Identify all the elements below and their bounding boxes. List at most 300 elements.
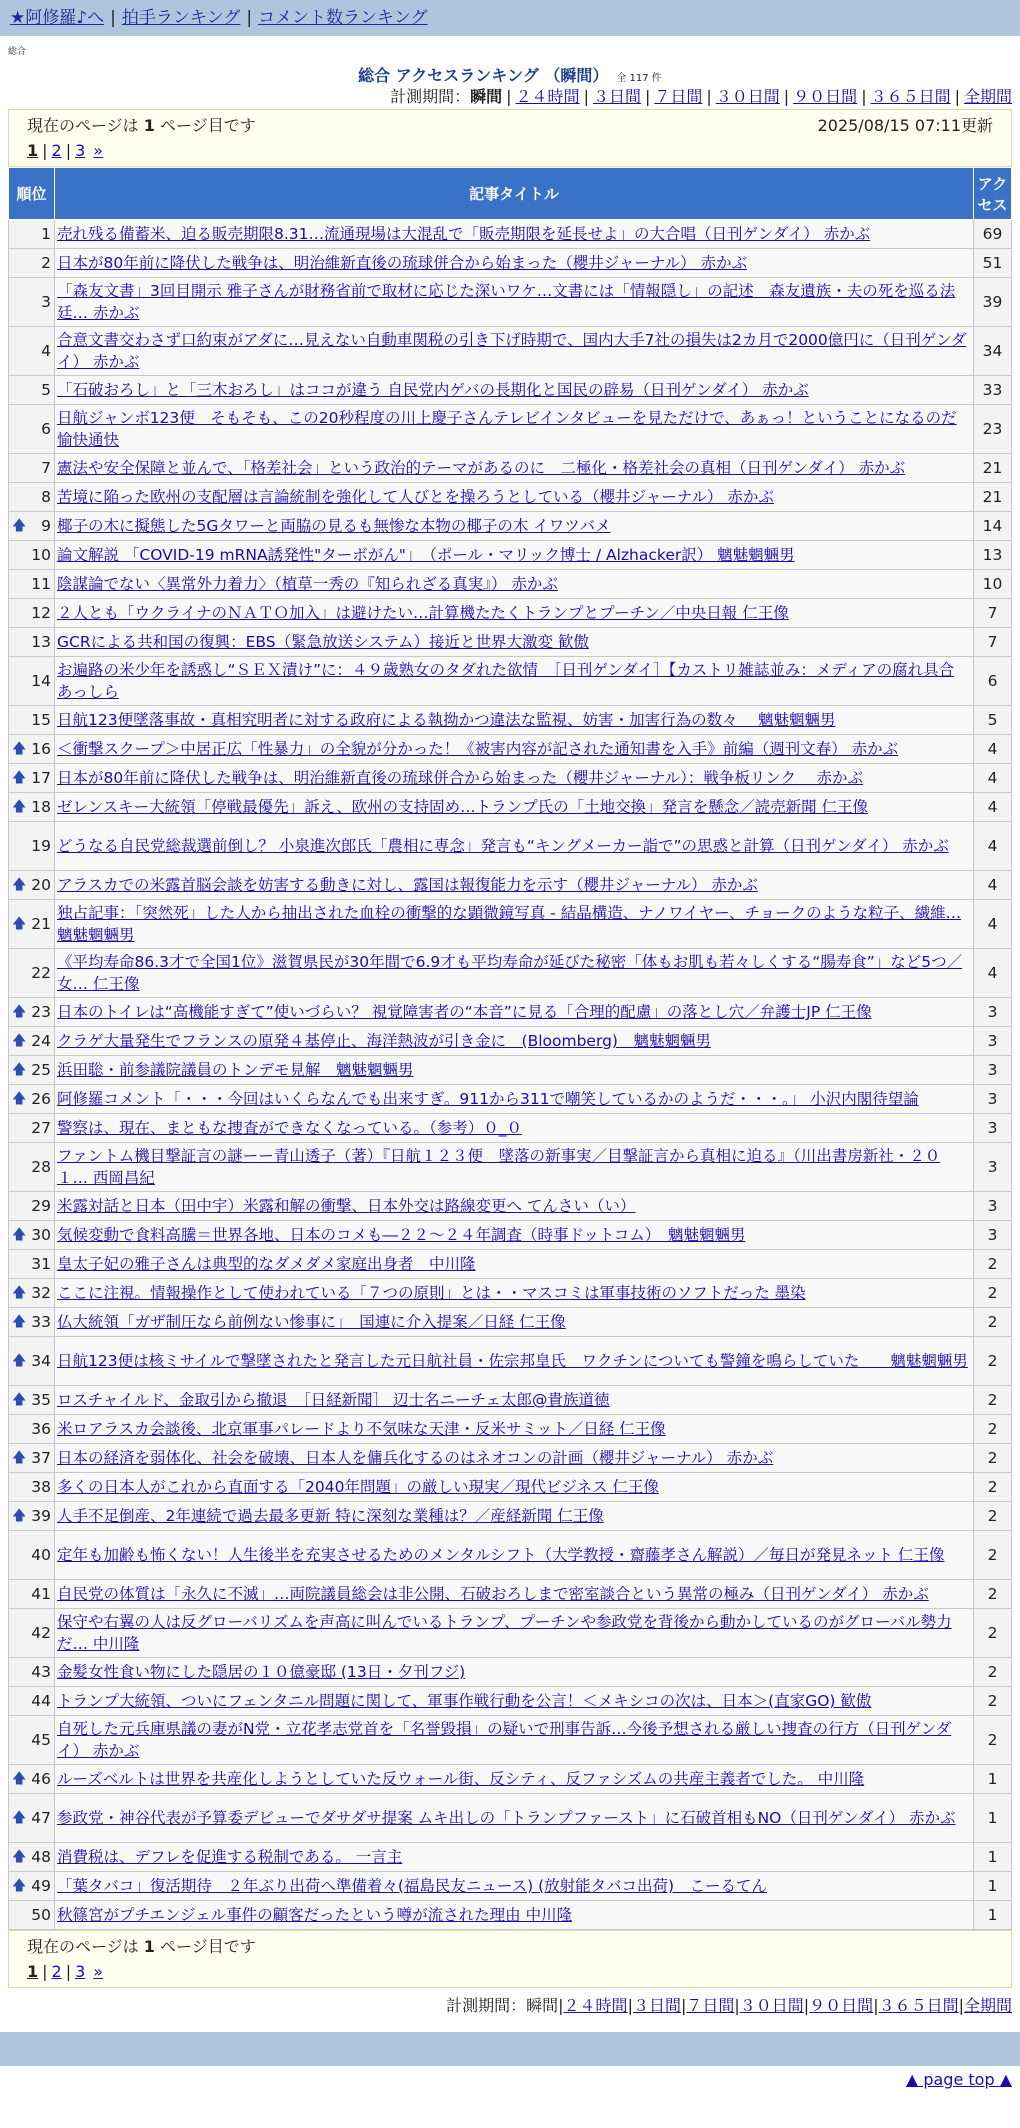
access-count: 2	[974, 1279, 1012, 1308]
access-count: 4	[974, 735, 1012, 764]
rank-number: 50	[31, 1906, 51, 1924]
pager-links	[27, 1959, 993, 1985]
period-current: 瞬間	[526, 1996, 559, 2015]
article-link[interactable]: 憲法や安全保障と並んで、「格差社会」という政治的テーマがあるのに 二極化・格差社会の真相（日刊ゲンダイ） 赤かぶ	[57, 459, 906, 477]
access-count: 7	[974, 599, 1012, 628]
article-link[interactable]: 浜田聡・前参議院議員のトンデモ見解 魑魅魍魎男	[57, 1061, 414, 1079]
rank-cell	[9, 1609, 55, 1658]
pager-next-link[interactable]: »	[93, 141, 104, 160]
table-row	[9, 1531, 1012, 1580]
arrow-up-icon: 🡅	[12, 1849, 27, 1865]
rank-cell	[9, 1687, 55, 1716]
rank-cell	[9, 220, 55, 249]
access-count: 4	[974, 949, 1012, 998]
title-cell	[55, 1143, 974, 1192]
arrow-up-icon: 🡅	[12, 770, 27, 786]
period-link[interactable]: ３日間	[592, 87, 641, 106]
article-link[interactable]: 《平均寿命86.3才で全国1位》滋賀県民が30年間で6.9才も平均寿命が延びた秘密「体もお肌も若々しくする“腸寿食”」など5つ／女… 仁王像	[57, 953, 963, 993]
rank-cell	[9, 628, 55, 657]
period-separator: |	[583, 87, 589, 106]
article-link[interactable]: 陰謀論でない〈異常外力着力〉（植草一秀の『知られざる真実』） 赤かぶ	[57, 575, 558, 593]
pager-current-page: 1	[27, 1962, 39, 1981]
article-link[interactable]: ロスチャイルド、金取引から撤退 ［日経新聞］ 辺士名ニーチェ太郎@貴族道徳	[57, 1391, 610, 1409]
article-link[interactable]: 日本が80年前に降伏した戦争は、明治維新直後の琉球併合から始まった（櫻井ジャーナル） 赤かぶ	[57, 254, 748, 272]
access-count: 10	[974, 570, 1012, 599]
rank-cell	[9, 454, 55, 483]
title-cell	[55, 1386, 974, 1415]
access-header: アクセス	[974, 168, 1012, 220]
article-link[interactable]: 「葉タバコ」復活期待 ２年ぶり出荷へ準備着々(福島民友ニュース) (放射能タバコ出荷) こーるてん	[57, 1877, 767, 1895]
article-link[interactable]: 多くの日本人がこれから直面する「2040年問題」の厳しい現実／現代ビジネス 仁王像	[57, 1478, 659, 1496]
rank-cell	[9, 1794, 55, 1843]
rank-cell	[9, 1056, 55, 1085]
article-link[interactable]: 日本の経済を弱体化、社会を破壊、日本人を傭兵化するのはネオコンの計画（櫻井ジャーナル） 赤かぶ	[57, 1449, 774, 1467]
period-separator: |	[506, 87, 512, 106]
article-link[interactable]: 阿修羅コメント「・・・今回はいくらなんでも出来すぎ。911から311で嘲笑しているかのようだ・・・。」 小沢内閣待望論	[57, 1090, 919, 1108]
title-cell	[55, 1765, 974, 1794]
article-link[interactable]: 仏大統領「ガザ制圧なら前例ない惨事に」 国連に介入提案／日経 仁王像	[57, 1313, 566, 1331]
article-link[interactable]: ゼレンスキー大統領「停戦最優先」訴え、欧州の支持固め…トランプ氏の「土地交換」発言を懸念／読売新聞 仁王像	[57, 798, 869, 816]
article-link[interactable]: 自民党の体質は「永久に不滅」…両院議員総会は非公開、石破おろしまで密室談合という異常の極み（日刊ゲンダイ） 赤かぶ	[57, 1585, 929, 1603]
article-link[interactable]: 苦境に陥った欧州の支配層は言論統制を強化して人びとを操ろうとしている（櫻井ジャーナル） 赤かぶ	[57, 488, 774, 506]
title-cell	[55, 1221, 974, 1250]
rank-number: 32	[31, 1284, 51, 1302]
title-cell	[55, 628, 974, 657]
article-link[interactable]: クラゲ大量発生でフランスの原発４基停止、海洋熱波が引き金に (Bloomberg) 魑魅魍魎男	[57, 1032, 711, 1050]
title-cell	[55, 405, 974, 454]
title-cell	[55, 657, 974, 706]
rank-number: 21	[31, 915, 51, 933]
rank-number: 48	[31, 1848, 51, 1866]
access-count: 6	[974, 657, 1012, 706]
rank-number: 7	[41, 459, 51, 477]
rank-number: 14	[31, 672, 51, 690]
title-cell	[55, 327, 974, 376]
title-cell	[55, 454, 974, 483]
rank-cell	[9, 1308, 55, 1337]
table-row	[9, 1473, 1012, 1502]
table-row	[9, 376, 1012, 405]
title-cell	[55, 376, 974, 405]
rank-number: 15	[31, 711, 51, 729]
table-row	[9, 1609, 1012, 1658]
table-row	[9, 735, 1012, 764]
access-count: 1	[974, 1872, 1012, 1901]
total-count: 全 117 件	[616, 73, 662, 84]
period-link[interactable]: ９０日間	[793, 87, 858, 106]
title-cell	[55, 793, 974, 822]
nav-separator: |	[246, 8, 253, 28]
article-link[interactable]: 日本が80年前に降伏した戦争は、明治維新直後の琉球併合から始まった（櫻井ジャーナル）：戦争板リンク 赤かぶ	[57, 769, 864, 787]
table-row	[9, 454, 1012, 483]
period-separator: |	[706, 87, 712, 106]
table-row	[9, 1716, 1012, 1765]
title-cell	[55, 1872, 974, 1901]
rank-number: 6	[41, 420, 51, 438]
access-count: 4	[974, 871, 1012, 900]
access-count: 33	[974, 376, 1012, 405]
access-count: 3	[974, 1056, 1012, 1085]
pager-page-link[interactable]: 2	[51, 1962, 62, 1981]
access-count: 2	[974, 1687, 1012, 1716]
pager-separator: |	[65, 1962, 72, 1981]
rank-number: 44	[31, 1692, 51, 1710]
rank-cell	[9, 657, 55, 706]
table-row	[9, 541, 1012, 570]
article-link[interactable]: どうなる自民党総裁選前倒し？ 小泉進次郎氏「農相に専念」発言も“キングメーカー詣で”の思惑と計算（日刊ゲンダイ） 赤かぶ	[57, 837, 949, 855]
rank-cell	[9, 278, 55, 327]
table-row	[9, 1872, 1012, 1901]
title-cell	[55, 1473, 974, 1502]
article-link[interactable]: 「石破おろし」と「三木おろし」はココが違う 自民党内ゲバの長期化と国民の辟易（日刊ゲンダイ） 赤かぶ	[57, 381, 809, 399]
title-cell	[55, 1308, 974, 1337]
table-row	[9, 949, 1012, 998]
access-count: 2	[974, 1580, 1012, 1609]
article-link[interactable]: 秋篠宮がプチエンジェル事件の顧客だったという噂が流された理由 中川隆	[57, 1906, 573, 1924]
rank-cell	[9, 1386, 55, 1415]
rank-cell	[9, 405, 55, 454]
rank-number: 27	[31, 1119, 51, 1137]
access-count: 2	[974, 1473, 1012, 1502]
table-row	[9, 1192, 1012, 1221]
period-label: 計測期間：	[390, 87, 471, 106]
pager-text-before: 現在のページは	[27, 1937, 144, 1956]
access-count: 21	[974, 454, 1012, 483]
pager-top	[8, 109, 1012, 167]
rank-cell	[9, 998, 55, 1027]
period-selector-bottom	[0, 1992, 1020, 2020]
arrow-up-icon: 🡅	[12, 1314, 27, 1330]
title-cell	[55, 249, 974, 278]
access-count: 4	[974, 822, 1012, 871]
access-count: 69	[974, 220, 1012, 249]
rank-number: 47	[31, 1809, 51, 1827]
access-count: 2	[974, 1658, 1012, 1687]
access-count: 2	[974, 1502, 1012, 1531]
period-separator: |	[734, 1996, 740, 2015]
access-count: 1	[974, 1843, 1012, 1872]
article-link[interactable]: 金髪女性食い物にした隠居の１０億豪邸 (13日・夕刊フジ)	[57, 1663, 466, 1681]
table-row	[9, 764, 1012, 793]
article-link[interactable]: トランプ大統領、ついにフェンタニル問題に関して、軍事作戦行動を公言！＜メキシコの次は、日本＞(直家GO) 歓傲	[57, 1692, 872, 1710]
rank-number: 17	[31, 769, 51, 787]
table-row	[9, 793, 1012, 822]
article-link[interactable]: ファントム機目撃証言の謎ーー青山透子（著）『日航１２３便 墜落の新事実／目撃証言から真相に迫る』（川出書房新社・２０１… 西岡昌紀	[57, 1147, 941, 1187]
arrow-up-icon: 🡅	[12, 1508, 27, 1524]
arrow-up-icon: 🡅	[12, 1392, 27, 1408]
arrow-up-icon: 🡅	[12, 916, 27, 932]
pager-separator: |	[42, 141, 48, 160]
access-count: 2	[974, 1531, 1012, 1580]
rank-number: 38	[31, 1478, 51, 1496]
pager-page-link[interactable]: 3	[75, 1962, 86, 1981]
title-cell	[55, 483, 974, 512]
title-cell	[55, 1250, 974, 1279]
table-row	[9, 1308, 1012, 1337]
rank-cell	[9, 822, 55, 871]
title-cell	[55, 764, 974, 793]
rank-number: 39	[31, 1507, 51, 1525]
access-count: 23	[974, 405, 1012, 454]
rank-cell	[9, 949, 55, 998]
rank-number: 20	[31, 876, 51, 894]
period-link[interactable]: ３６５日間	[878, 1996, 959, 2015]
rank-number: 28	[31, 1158, 51, 1176]
rank-number: 37	[31, 1449, 51, 1467]
rank-cell	[9, 483, 55, 512]
rank-cell	[9, 1765, 55, 1794]
access-count: 2	[974, 1250, 1012, 1279]
rank-number: 3	[41, 293, 51, 311]
title-cell	[55, 278, 974, 327]
arrow-up-icon: 🡅	[12, 1810, 27, 1826]
access-count: 1	[974, 1901, 1012, 1930]
article-link[interactable]: 自死した元兵庫県議の妻がN党・立花孝志党首を「名誉毀損」の疑いで刑事告訴…今後予想される厳しい捜査の行方（日刊ゲンダイ） 赤かぶ	[57, 1720, 952, 1760]
table-row	[9, 570, 1012, 599]
period-link[interactable]: ３日間	[632, 1996, 681, 2015]
article-link[interactable]: 米露対話と日本（田中宇）米露和解の衝撃、日本外交は路線変更へ てんさい（い）	[57, 1197, 636, 1215]
title-cell	[55, 1415, 974, 1444]
access-count: 3	[974, 1085, 1012, 1114]
title-cell	[55, 599, 974, 628]
title-cell	[55, 1687, 974, 1716]
rank-number: 35	[31, 1391, 51, 1409]
rank-number: 19	[31, 837, 51, 855]
period-separator: |	[873, 1996, 879, 2015]
title-cell	[55, 706, 974, 735]
access-count: 1	[974, 1794, 1012, 1843]
access-count: 2	[974, 1609, 1012, 1658]
article-link[interactable]: 「森友文書」3回目開示 雅子さんが財務省前で取材に応じた深いワケ…文書には「情報隠し」の記述 森友遺族・夫の死を巡る法廷… 赤かぶ	[57, 282, 956, 322]
article-link[interactable]: ここに注視。情報操作として使われている「７つの原則」とは・・マスコミは軍事技術のソフトだった 墨染	[57, 1284, 806, 1302]
title-cell	[55, 1580, 974, 1609]
table-row	[9, 706, 1012, 735]
table-row	[9, 1658, 1012, 1687]
title-header: 記事タイトル	[55, 168, 974, 220]
access-count: 1	[974, 1765, 1012, 1794]
pager-current-page: 1	[27, 141, 39, 160]
rank-number: 4	[41, 342, 51, 360]
article-link[interactable]: 米ロアラスカ会談後、北京軍事パレードより不気味な天津・反米サミット／日経 仁王像	[57, 1420, 666, 1438]
rank-cell	[9, 599, 55, 628]
article-link[interactable]: 人手不足倒産、2年連続で過去最多更新 特に深刻な業種は？／産経新聞 仁王像	[57, 1507, 604, 1525]
pager-next-link[interactable]: »	[93, 1962, 104, 1981]
pager-page-link[interactable]: 2	[51, 141, 62, 160]
article-link[interactable]: 売れ残る備蓄米、迫る販売期限8.31…流通現場は大混乱で「販売期限を延長せよ」の大合唱（日刊ゲンダイ） 赤かぶ	[57, 225, 871, 243]
rank-number: 45	[31, 1731, 51, 1749]
article-link[interactable]: 保守や右翼の人は反グローバリズムを声高に叫んでいるトランプ、プーチンや参政党を背後から動かしているのがグローバル勢力だ… 中川隆	[57, 1613, 952, 1653]
access-count: 5	[974, 706, 1012, 735]
table-row	[9, 1794, 1012, 1843]
arrow-up-icon: 🡅	[12, 799, 27, 815]
ranking-table	[8, 167, 1012, 1930]
article-link[interactable]: 椰子の木に擬態した5Gタワーと両脇の見るも無惨な本物の椰子の木 イワツバメ	[57, 517, 611, 535]
nav-separator: |	[110, 8, 116, 28]
rank-cell	[9, 376, 55, 405]
access-count: 2	[974, 1415, 1012, 1444]
rank-cell	[9, 1444, 55, 1473]
article-link[interactable]: 論文解説 「COVID-19 mRNA誘発性"ターボがん"」 （ポール・マリック博士 / Alzhacker訳） 魑魅魍魎男	[57, 546, 795, 564]
rank-cell	[9, 1279, 55, 1308]
table-row	[9, 1056, 1012, 1085]
period-link[interactable]: ２４時間	[515, 87, 580, 106]
table-row	[9, 1444, 1012, 1473]
rank-cell	[9, 570, 55, 599]
article-link[interactable]: ＜衝撃スクープ＞中居正広「性暴力」の全貌が分かった！《被害内容が記された通知書を入手》前編（週刊文春） 赤かぶ	[57, 740, 899, 758]
rank-number: 9	[41, 517, 51, 535]
title-cell	[55, 1609, 974, 1658]
article-link[interactable]: 参政党・神谷代表が予算委デビューでダサダサ提案 ムキ出しの「トランプファースト」に石破首相もNO（日刊ゲンダイ） 赤かぶ	[57, 1809, 956, 1827]
pager-status	[27, 1935, 256, 1959]
article-link[interactable]: 定年も加齢も怖くない！人生後半を充実させるためのメンタルシフト（大学教授・齋藤孝さん解説）／毎日が発見ネット 仁王像	[57, 1546, 945, 1564]
article-link[interactable]: 警察は、現在、まともな捜査ができなくなっている。（参考）０_０	[57, 1119, 523, 1137]
rank-cell	[9, 1114, 55, 1143]
page-title: 総合 アクセスランキング （瞬間）	[358, 66, 609, 85]
title-cell	[55, 1531, 974, 1580]
page-title-row	[0, 63, 1020, 85]
title-cell	[55, 1027, 974, 1056]
table-row	[9, 1502, 1012, 1531]
period-link[interactable]: ２４時間	[563, 1996, 628, 2015]
comment-ranking-link[interactable]: コメント数ランキング	[258, 8, 428, 28]
period-label: 計測期間：	[446, 1996, 527, 2015]
title-cell	[55, 735, 974, 764]
title-cell	[55, 1192, 974, 1221]
article-link[interactable]: GCRによる共和国の復興：EBS（緊急放送システム）接近と世界大激変 歓傲	[57, 633, 589, 651]
table-row	[9, 1221, 1012, 1250]
pager-status-line	[27, 114, 993, 138]
page-top-link[interactable]: ▲ page top ▲	[905, 2070, 1012, 2089]
pager-current-number: 1	[143, 116, 155, 135]
article-link[interactable]: 消費税は、デフレを促進する税制である。 一言主	[57, 1848, 403, 1866]
article-link[interactable]: ルーズベルトは世界を共産化しようとしていた反ウォール街、反シティ、反ファシズムの共産主義者でした。 中川隆	[57, 1770, 865, 1788]
clap-ranking-link[interactable]: 拍手ランキング	[121, 8, 241, 28]
period-link[interactable]: ７日間	[654, 87, 703, 106]
rank-number: 12	[31, 604, 51, 622]
article-link[interactable]: 独占記事：「突然死」した人から抽出された血栓の衝撃的な顕微鏡写真 - 結晶構造、ナノワイヤー、チョークのような粒子、繊維… 魑魅魍魎男	[57, 904, 962, 944]
period-current: 瞬間	[470, 87, 503, 106]
arrow-up-icon: 🡅	[12, 1004, 27, 1020]
access-count: 51	[974, 249, 1012, 278]
article-link[interactable]: 日航123便は核ミサイルで撃墜されたと発言した元日航社員・佐宗邦皇氏 ワクチンについても警鐘を鳴らしていた 魑魅魍魎男	[57, 1352, 968, 1370]
article-link[interactable]: 合意文書交わさず口約束がアダに…見えない自動車関税の引き下げ時期で、国内大手7社の損失は2カ月で2000億円に（日刊ゲンダイ） 赤かぶ	[57, 331, 967, 371]
pager-links	[27, 138, 993, 164]
period-separator: |	[558, 1996, 564, 2015]
rank-number: 30	[31, 1226, 51, 1244]
table-row	[9, 1143, 1012, 1192]
table-row	[9, 1901, 1012, 1930]
rank-cell	[9, 793, 55, 822]
pager-text-after: ページ目です	[154, 1937, 256, 1956]
rank-cell	[9, 1085, 55, 1114]
article-link[interactable]: ２人とも「ウクライナのＮＡＴＯ加入」は避けたい…計算機たたくトランプとプーチン／中央日報 仁王像	[57, 604, 789, 622]
rank-number: 5	[41, 381, 51, 399]
table-row	[9, 278, 1012, 327]
rank-number: 25	[31, 1061, 51, 1079]
rank-cell	[9, 1531, 55, 1580]
title-cell	[55, 1056, 974, 1085]
period-separator: |	[803, 1996, 810, 2015]
title-cell	[55, 1716, 974, 1765]
article-link[interactable]: 気候変動で食料高騰＝世界各地、日本のコメも―２２～２４年調査（時事ドットコム） 魑魅魍魎男	[57, 1226, 746, 1244]
access-count: 21	[974, 483, 1012, 512]
rank-number: 11	[31, 575, 51, 593]
home-link[interactable]: ★阿修羅♪へ	[10, 8, 105, 28]
access-count: 2	[974, 1337, 1012, 1386]
pager-page-link[interactable]: 3	[75, 141, 86, 160]
pager-status	[27, 114, 256, 138]
rank-number: 41	[31, 1585, 51, 1603]
title-cell	[55, 1658, 974, 1687]
pager-text-before: 現在のページは	[27, 116, 144, 135]
pager-separator: |	[42, 1962, 48, 1981]
access-count: 3	[974, 1221, 1012, 1250]
rank-number: 22	[31, 964, 51, 982]
section-label: 総合	[8, 47, 27, 57]
article-link[interactable]: 皇太子妃の雅子さんは典型的なダメダメ家庭出身者 中川隆	[57, 1255, 476, 1273]
title-cell	[55, 1794, 974, 1843]
period-link[interactable]: ９０日間	[809, 1996, 874, 2015]
rank-number: 29	[31, 1197, 51, 1215]
access-count: 3	[974, 1114, 1012, 1143]
table-row	[9, 1027, 1012, 1056]
rank-number: 18	[31, 798, 51, 816]
rank-number: 13	[31, 633, 51, 651]
period-separator: |	[680, 1996, 687, 2015]
period-link[interactable]: ３０日間	[739, 1996, 804, 2015]
title-cell	[55, 1901, 974, 1930]
period-separator: |	[644, 87, 651, 106]
period-link[interactable]: ３６５日間	[870, 87, 951, 106]
title-cell	[55, 871, 974, 900]
article-link[interactable]: 日航ジャンボ123便 そもそも、この20秒程度の川上慶子さんテレビインタビューを見ただけで、あぁっ！ということになるのだ 愉快通快	[57, 409, 957, 449]
rank-cell	[9, 1872, 55, 1901]
rank-cell	[9, 1192, 55, 1221]
table-row	[9, 220, 1012, 249]
arrow-up-icon: 🡅	[12, 1062, 27, 1078]
rank-number: 36	[31, 1420, 51, 1438]
period-separator: |	[954, 87, 960, 106]
arrow-up-icon: 🡅	[12, 1878, 27, 1894]
article-link[interactable]: 日航123便墜落事故・真相究明者に対する政府による執拗かつ違法な監視、妨害・加害行為の数々 魑魅魍魎男	[57, 711, 836, 729]
period-link[interactable]: ３０日間	[715, 87, 780, 106]
period-link[interactable]: ７日間	[686, 1996, 735, 2015]
pager-status-line	[27, 1935, 993, 1959]
bottom-bar	[0, 2032, 1020, 2066]
rank-number: 42	[31, 1624, 51, 1642]
access-count: 3	[974, 998, 1012, 1027]
rank-cell	[9, 900, 55, 949]
rank-number: 1	[41, 225, 51, 243]
access-count: 7	[974, 628, 1012, 657]
rank-number: 31	[31, 1255, 51, 1273]
table-row	[9, 628, 1012, 657]
arrow-up-icon: 🡅	[12, 1285, 27, 1301]
period-link[interactable]: 全期間	[963, 1996, 1012, 2015]
access-count: 2	[974, 1444, 1012, 1473]
period-link[interactable]: 全期間	[963, 87, 1012, 106]
arrow-up-icon: 🡅	[12, 1227, 27, 1243]
table-row	[9, 1687, 1012, 1716]
rank-cell	[9, 1337, 55, 1386]
title-cell	[55, 1114, 974, 1143]
rank-number: 26	[31, 1090, 51, 1108]
article-link[interactable]: 日本のトイレは“高機能すぎて”使いづらい？ 視覚障害者の“本音”に見る「合理的配慮」の落とし穴／弁護士JP 仁王像	[57, 1003, 872, 1021]
rank-cell	[9, 1502, 55, 1531]
period-separator: |	[958, 1996, 964, 2015]
article-link[interactable]: アラスカでの米露首脳会談を妨害する動きに対し、露国は報復能力を示す（櫻井ジャーナル） 赤かぶ	[57, 876, 758, 894]
article-link[interactable]: お遍路の米少年を誘惑し“ＳＥＸ漬け”に：４９歳熟女のタダれた欲情 ［日刊ゲンダイ］【カストリ雑誌並み：メディアの腐れ具合 あっしら	[57, 661, 955, 701]
